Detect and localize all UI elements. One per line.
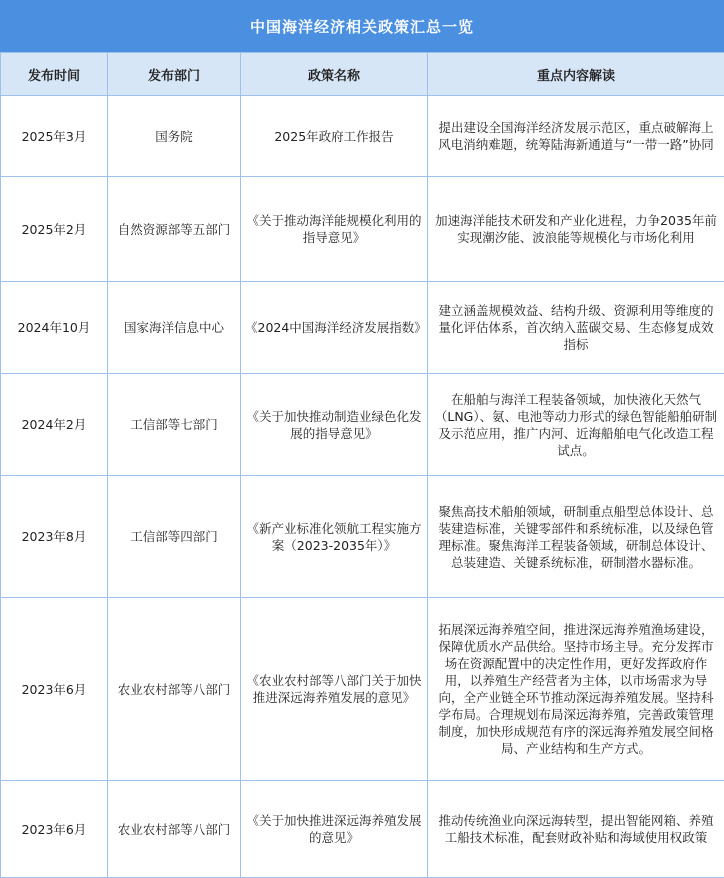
cell-policy: 2025年政府工作报告 <box>241 96 428 177</box>
cell-dept: 国务院 <box>108 96 241 177</box>
table-row <box>1 598 724 781</box>
cell-policy: 《关于加快推动制造业绿色化发展的指导意见》 <box>241 374 428 476</box>
table-row <box>1 96 724 177</box>
table-row <box>1 177 724 282</box>
cell-dept: 自然资源部等五部门 <box>108 177 241 282</box>
cell-dept: 国家海洋信息中心 <box>108 282 241 374</box>
table-row <box>1 476 724 598</box>
cell-content: 在船舶与海洋工程装备领域，加快液化天然气（LNG）、氨、电池等动力形式的绿色智能船舶研制及示范应用，推广内河、近海船舶电气化改造工程试点。 <box>428 374 724 476</box>
header-dept: 发布部门 <box>108 53 241 96</box>
cell-dept: 工信部等四部门 <box>108 476 241 598</box>
cell-policy: 《关于加快推进深远海养殖发展的意见》 <box>241 781 428 878</box>
table-row <box>1 374 724 476</box>
cell-dept: 工信部等七部门 <box>108 374 241 476</box>
cell-policy: 《关于推动海洋能规模化利用的指导意见》 <box>241 177 428 282</box>
cell-policy: 《2024中国海洋经济发展指数》 <box>241 282 428 374</box>
cell-content: 提出建设全国海洋经济发展示范区，重点破解海上风电消纳难题，统筹陆海新通道与“一带一路”协同 <box>428 96 724 177</box>
cell-content: 建立涵盖规模效益、结构升级、资源利用等维度的量化评估体系，首次纳入蓝碳交易、生态修复成效指标 <box>428 282 724 374</box>
cell-content: 加速海洋能技术研发和产业化进程，力争2035年前实现潮汐能、波浪能等规模化与市场化利用 <box>428 177 724 282</box>
cell-date: 2025年2月 <box>1 177 108 282</box>
cell-date: 2024年2月 <box>1 374 108 476</box>
table-header-row <box>1 53 724 96</box>
header-content: 重点内容解读 <box>428 53 724 96</box>
cell-dept: 农业农村部等八部门 <box>108 598 241 781</box>
cell-date: 2024年10月 <box>1 282 108 374</box>
cell-date: 2023年6月 <box>1 781 108 878</box>
table-row <box>1 282 724 374</box>
cell-date: 2023年8月 <box>1 476 108 598</box>
cell-policy: 《新产业标准化领航工程实施方案（2023-2035年）》 <box>241 476 428 598</box>
cell-policy: 《农业农村部等八部门关于加快推进深远海养殖发展的意见》 <box>241 598 428 781</box>
cell-content: 拓展深远海养殖空间，推进深远海养殖渔场建设，保障优质水产品供给。坚持市场主导。充分发挥市场在资源配置中的决定性作用，更好发挥政府作用，以养殖生产经营者为主体，以市场需求为导向，全产业链全环节推动深远海养殖发展。坚持科学布局。合理规划布局深远海养殖，完善政策管理制度，加快形成规范有序的深远海养殖发展空间格局、产业结构和生产方式。 <box>428 598 724 781</box>
header-policy: 政策名称 <box>241 53 428 96</box>
page-title: 中国海洋经济相关政策汇总一览 <box>0 0 724 52</box>
policy-table <box>0 52 724 878</box>
table-row <box>1 781 724 878</box>
cell-dept: 农业农村部等八部门 <box>108 781 241 878</box>
header-date: 发布时间 <box>1 53 108 96</box>
cell-content: 聚焦高技术船舶领域，研制重点船型总体设计、总装建造标准，关键零部件和系统标准，以及绿色管理标准。聚焦海洋工程装备领域，研制总体设计、总装建造、关键系统标准，研制潜水器标准。 <box>428 476 724 598</box>
cell-date: 2025年3月 <box>1 96 108 177</box>
cell-content: 推动传统渔业向深远海转型，提出智能网箱、养殖工船技术标准，配套财政补贴和海域使用权政策 <box>428 781 724 878</box>
cell-date: 2023年6月 <box>1 598 108 781</box>
